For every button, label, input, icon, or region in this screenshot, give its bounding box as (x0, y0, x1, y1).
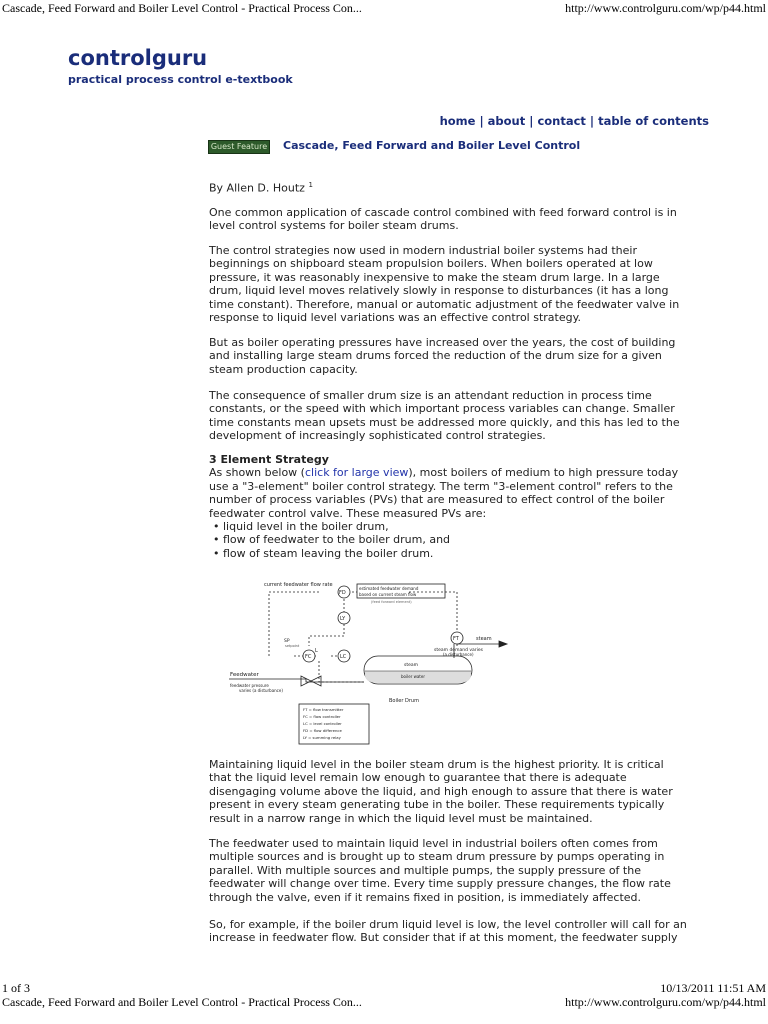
l-label: L (315, 648, 318, 654)
paragraph-8 (209, 918, 689, 945)
fw-pressure-label-2: varies (a disturbance) (239, 688, 283, 693)
byline-text: By Allen D. Houtz (209, 181, 305, 195)
nav-about-link[interactable]: about (487, 114, 526, 128)
feedwater-label: Feedwater (230, 672, 259, 678)
bullet-item: • flow of steam leaving the boiler drum. (213, 546, 434, 560)
nav-contact-link[interactable]: contact (537, 114, 586, 128)
nav-separator: | (589, 114, 595, 128)
paragraph-text: The feedwater used to maintain liquid level in industrial boilers often comes from multiple sources and is brought up to steam drum pressure by pumps operating in parallel. With multiple sources and multiple pumps, the supply pressure of the feedwater will change over time. Every time supply pressure changes, the flow rate through the valve, even if it remains fixed in position, is immediately affected. (209, 837, 671, 904)
ly-label: LY (340, 616, 346, 622)
paragraph-text: The consequence of smaller drum size is an attendant reduction in process time constants, or the speed with which important process variables can change. Smaller time constants mean upsets must be addressed more quickly, and this has led to the development of increasingly sophisticated control strategies. (209, 389, 680, 443)
nav-toc-link[interactable]: table of contents (598, 114, 709, 128)
paragraph-text: But as boiler operating pressures have increased over the years, the cost of building and installing large steam drums forced the reduction of the drum size for a given steam production capacity. (209, 336, 676, 376)
print-footer-datetime: 10/13/2011 11:51 AM (660, 981, 766, 995)
paragraph-5 (209, 466, 689, 520)
byline-footnote[interactable]: 1 (308, 181, 313, 189)
paragraph-text: Maintaining liquid level in the boiler steam drum is the highest priority. It is critical that the liquid level remain low enough to guarantee that there is adequate disengaging volume above the liquid, and high enough to assure that there is water present in every steam generating tube in the boiler. These requirements typically result in a narrow range in which the liquid level must be maintained. (209, 758, 673, 825)
paragraph-1 (209, 206, 689, 233)
paragraph-3 (209, 336, 689, 376)
paragraph-text: As shown below ( (209, 466, 305, 480)
print-header-url: http://www.controlguru.com/wp/p44.html (565, 1, 766, 15)
nav-separator: | (479, 114, 484, 128)
paragraph-text: So, for example, if the boiler drum liquid level is low, the level controller will call for an increase in feedwater flow. But consider that if at this moment, the feedwater supply (209, 918, 687, 945)
paragraph-text: The control strategies now used in modern industrial boiler systems had their beginnings on shipboard steam propulsion boilers. When boilers operated at low pressure, it was reasonably inexpensive to make the steam drum large. In a large drum, liquid level moves relatively slowly in response to disturbances (it has a long time constant). Therefore, manual or automatic adjustment of the feedwater valve in response to liquid level variations was an effective control strategy. (209, 244, 680, 325)
current-fw-label: current feedwater flow rate (264, 582, 333, 588)
byline (209, 179, 689, 195)
paragraph-2 (209, 244, 689, 324)
print-footer-page: 1 of 3 (2, 981, 30, 995)
three-element-control-diagram[interactable] (229, 576, 519, 746)
nav-separator: | (529, 114, 534, 128)
print-header-title: Cascade, Feed Forward and Boiler Level Control - Practical Process Con... (2, 1, 362, 15)
feed-forward-note: (feed forward element) (371, 600, 412, 604)
site-title[interactable]: controlguru (68, 46, 208, 70)
section-heading: 3 Element Strategy (209, 453, 329, 466)
setpoint-label: setpoint (285, 644, 300, 648)
legend-item: FC = flow controller (303, 714, 341, 719)
paragraph-text: One common application of cascade control combined with feed forward control is in level control systems for boiler steam drums. (209, 206, 677, 233)
legend-item: LY = summing relay (303, 735, 341, 740)
legend-item: FD = flow difference (303, 728, 342, 733)
boiler-drum-label: Boiler Drum (389, 698, 419, 704)
large-view-link[interactable]: click for large view (304, 466, 409, 480)
paragraph-6 (209, 758, 689, 825)
legend-item: LC = level controller (303, 721, 342, 726)
print-footer-title: Cascade, Feed Forward and Boiler Level Control - Practical Process Con... (2, 995, 362, 1009)
bullet-item: • flow of feedwater to the boiler drum, and (213, 533, 451, 547)
legend-item: FT = flow transmitter (303, 707, 344, 712)
sp-label: SP (284, 639, 290, 644)
paragraph-7 (209, 837, 689, 904)
steam-demand-label-2: (a disturbance) (443, 652, 474, 657)
article-title: Cascade, Feed Forward and Boiler Level Control (283, 139, 581, 152)
steam-out-label: steam (476, 636, 492, 642)
boiler-water-label: boiler water (401, 674, 425, 679)
lc-label: LC (340, 654, 347, 660)
estimated-demand-label-2: based on current steam flow (359, 592, 417, 597)
paragraph-text: ), most boilers of medium to high pressure today use a "3-element" boiler control strategy. The term "3-element control" refers to the number of process variables (PVs) that are measured to effect control of the boiler feedwater control valve. These measured PVs are: (209, 466, 679, 520)
drum-steam-label: steam (404, 663, 419, 668)
bullet-item: • liquid level in the boiler drum, (213, 520, 389, 534)
fc-label: FC (305, 654, 312, 660)
top-nav (440, 114, 709, 128)
ft-label: FT (453, 636, 459, 642)
fd-label: FD (339, 590, 346, 596)
fw-pressure-label: feedwater pressure (230, 683, 269, 688)
print-footer-url: http://www.controlguru.com/wp/p44.html (565, 995, 766, 1009)
paragraph-4 (209, 389, 689, 443)
guest-feature-badge: Guest Feature (208, 140, 270, 154)
steam-demand-label: steam demand varies (434, 648, 483, 653)
site-subtitle: practical process control e-textbook (68, 73, 293, 86)
nav-home-link[interactable]: home (439, 114, 476, 128)
section-3-element (209, 453, 689, 560)
estimated-demand-label: estimated feedwater demand (359, 586, 419, 591)
